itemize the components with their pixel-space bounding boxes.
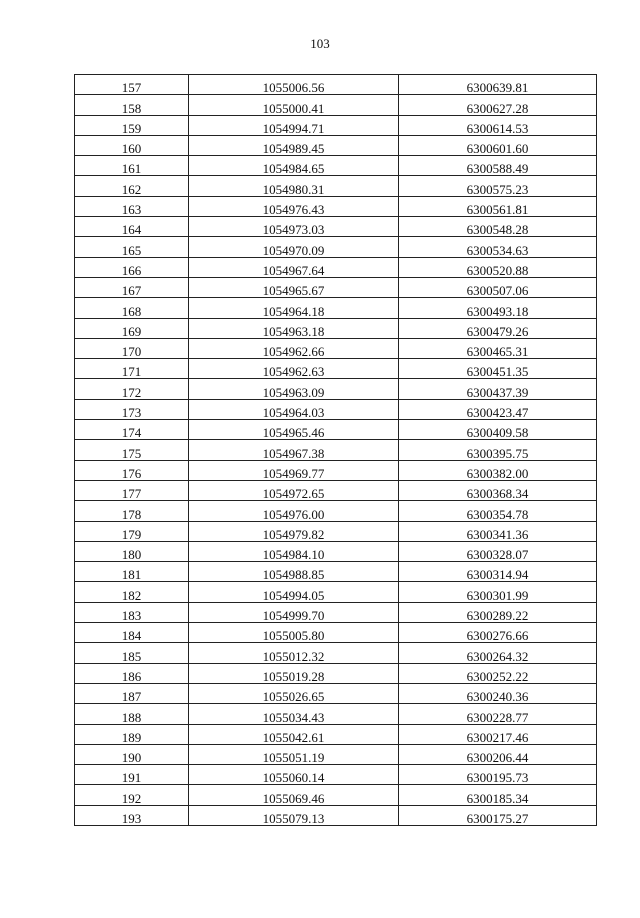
x-coordinate-cell: 1054972.65 <box>189 480 399 500</box>
table-row <box>75 765 597 785</box>
x-coordinate-cell: 1054976.00 <box>189 501 399 521</box>
x-coordinate-cell: 1054963.09 <box>189 379 399 399</box>
table-row <box>75 805 597 825</box>
table-row <box>75 318 597 338</box>
x-coordinate-cell: 1055051.19 <box>189 744 399 764</box>
x-coordinate-cell: 1054965.46 <box>189 420 399 440</box>
y-coordinate-cell: 6300520.88 <box>399 257 597 277</box>
y-coordinate-cell: 6300465.31 <box>399 338 597 358</box>
point-number-cell: 190 <box>75 744 189 764</box>
y-coordinate-cell: 6300276.66 <box>399 623 597 643</box>
y-coordinate-cell: 6300328.07 <box>399 541 597 561</box>
point-number-cell: 176 <box>75 460 189 480</box>
point-number-cell: 162 <box>75 176 189 196</box>
y-coordinate-cell: 6300588.49 <box>399 156 597 176</box>
coordinates-table <box>74 74 597 826</box>
y-coordinate-cell: 6300264.32 <box>399 643 597 663</box>
point-number-cell: 181 <box>75 562 189 582</box>
y-coordinate-cell: 6300382.00 <box>399 460 597 480</box>
point-number-cell: 172 <box>75 379 189 399</box>
point-number-cell: 184 <box>75 623 189 643</box>
table-row <box>75 399 597 419</box>
point-number-cell: 166 <box>75 257 189 277</box>
table-row <box>75 277 597 297</box>
table-row <box>75 785 597 805</box>
coordinates-table-body <box>75 75 597 826</box>
y-coordinate-cell: 6300354.78 <box>399 501 597 521</box>
x-coordinate-cell: 1054979.82 <box>189 521 399 541</box>
point-number-cell: 174 <box>75 420 189 440</box>
y-coordinate-cell: 6300639.81 <box>399 75 597 95</box>
table-row <box>75 257 597 277</box>
point-number-cell: 183 <box>75 602 189 622</box>
x-coordinate-cell: 1055060.14 <box>189 765 399 785</box>
table-row <box>75 541 597 561</box>
point-number-cell: 175 <box>75 440 189 460</box>
y-coordinate-cell: 6300614.53 <box>399 115 597 135</box>
table-row <box>75 176 597 196</box>
point-number-cell: 173 <box>75 399 189 419</box>
y-coordinate-cell: 6300341.36 <box>399 521 597 541</box>
x-coordinate-cell: 1054967.64 <box>189 257 399 277</box>
table-row <box>75 704 597 724</box>
x-coordinate-cell: 1054988.85 <box>189 562 399 582</box>
point-number-cell: 193 <box>75 805 189 825</box>
x-coordinate-cell: 1054980.31 <box>189 176 399 196</box>
y-coordinate-cell: 6300409.58 <box>399 420 597 440</box>
table-row <box>75 359 597 379</box>
y-coordinate-cell: 6300423.47 <box>399 399 597 419</box>
y-coordinate-cell: 6300240.36 <box>399 683 597 703</box>
point-number-cell: 192 <box>75 785 189 805</box>
point-number-cell: 170 <box>75 338 189 358</box>
y-coordinate-cell: 6300289.22 <box>399 602 597 622</box>
point-number-cell: 171 <box>75 359 189 379</box>
x-coordinate-cell: 1055079.13 <box>189 805 399 825</box>
x-coordinate-cell: 1054964.03 <box>189 399 399 419</box>
table-row <box>75 379 597 399</box>
table-row <box>75 663 597 683</box>
table-row <box>75 480 597 500</box>
point-number-cell: 158 <box>75 95 189 115</box>
x-coordinate-cell: 1054994.05 <box>189 582 399 602</box>
x-coordinate-cell: 1054963.18 <box>189 318 399 338</box>
table-row <box>75 623 597 643</box>
table-row <box>75 196 597 216</box>
table-row <box>75 602 597 622</box>
point-number-cell: 187 <box>75 683 189 703</box>
table-row <box>75 501 597 521</box>
y-coordinate-cell: 6300534.63 <box>399 237 597 257</box>
y-coordinate-cell: 6300451.35 <box>399 359 597 379</box>
table-row <box>75 643 597 663</box>
table-row <box>75 237 597 257</box>
x-coordinate-cell: 1054970.09 <box>189 237 399 257</box>
x-coordinate-cell: 1054984.10 <box>189 541 399 561</box>
point-number-cell: 157 <box>75 75 189 95</box>
x-coordinate-cell: 1054999.70 <box>189 602 399 622</box>
point-number-cell: 161 <box>75 156 189 176</box>
x-coordinate-cell: 1055019.28 <box>189 663 399 683</box>
point-number-cell: 185 <box>75 643 189 663</box>
x-coordinate-cell: 1054967.38 <box>189 440 399 460</box>
table-row <box>75 338 597 358</box>
table-row <box>75 217 597 237</box>
table-row <box>75 683 597 703</box>
point-number-cell: 160 <box>75 135 189 155</box>
y-coordinate-cell: 6300185.34 <box>399 785 597 805</box>
point-number-cell: 179 <box>75 521 189 541</box>
x-coordinate-cell: 1054994.71 <box>189 115 399 135</box>
x-coordinate-cell: 1055042.61 <box>189 724 399 744</box>
point-number-cell: 186 <box>75 663 189 683</box>
y-coordinate-cell: 6300395.75 <box>399 440 597 460</box>
point-number-cell: 167 <box>75 277 189 297</box>
point-number-cell: 164 <box>75 217 189 237</box>
y-coordinate-cell: 6300507.06 <box>399 277 597 297</box>
table-row <box>75 562 597 582</box>
point-number-cell: 189 <box>75 724 189 744</box>
point-number-cell: 177 <box>75 480 189 500</box>
point-number-cell: 165 <box>75 237 189 257</box>
y-coordinate-cell: 6300627.28 <box>399 95 597 115</box>
x-coordinate-cell: 1054984.65 <box>189 156 399 176</box>
x-coordinate-cell: 1054965.67 <box>189 277 399 297</box>
table-row <box>75 724 597 744</box>
x-coordinate-cell: 1055069.46 <box>189 785 399 805</box>
table-row <box>75 95 597 115</box>
y-coordinate-cell: 6300217.46 <box>399 724 597 744</box>
point-number-cell: 169 <box>75 318 189 338</box>
table-row <box>75 744 597 764</box>
point-number-cell: 182 <box>75 582 189 602</box>
table-row <box>75 75 597 95</box>
table-row <box>75 521 597 541</box>
x-coordinate-cell: 1055012.32 <box>189 643 399 663</box>
x-coordinate-cell: 1054976.43 <box>189 196 399 216</box>
x-coordinate-cell: 1055000.41 <box>189 95 399 115</box>
point-number-cell: 163 <box>75 196 189 216</box>
x-coordinate-cell: 1055005.80 <box>189 623 399 643</box>
y-coordinate-cell: 6300561.81 <box>399 196 597 216</box>
point-number-cell: 159 <box>75 115 189 135</box>
y-coordinate-cell: 6300195.73 <box>399 765 597 785</box>
x-coordinate-cell: 1054962.63 <box>189 359 399 379</box>
x-coordinate-cell: 1054962.66 <box>189 338 399 358</box>
x-coordinate-cell: 1054973.03 <box>189 217 399 237</box>
y-coordinate-cell: 6300575.23 <box>399 176 597 196</box>
y-coordinate-cell: 6300601.60 <box>399 135 597 155</box>
table-row <box>75 156 597 176</box>
point-number-cell: 180 <box>75 541 189 561</box>
x-coordinate-cell: 1054969.77 <box>189 460 399 480</box>
table-row <box>75 298 597 318</box>
y-coordinate-cell: 6300368.34 <box>399 480 597 500</box>
table-row <box>75 135 597 155</box>
point-number-cell: 188 <box>75 704 189 724</box>
x-coordinate-cell: 1055006.56 <box>189 75 399 95</box>
table-row <box>75 440 597 460</box>
y-coordinate-cell: 6300252.22 <box>399 663 597 683</box>
x-coordinate-cell: 1054989.45 <box>189 135 399 155</box>
table-row <box>75 460 597 480</box>
x-coordinate-cell: 1054964.18 <box>189 298 399 318</box>
point-number-cell: 191 <box>75 765 189 785</box>
table-row <box>75 420 597 440</box>
point-number-cell: 168 <box>75 298 189 318</box>
table-row <box>75 115 597 135</box>
y-coordinate-cell: 6300493.18 <box>399 298 597 318</box>
y-coordinate-cell: 6300228.77 <box>399 704 597 724</box>
y-coordinate-cell: 6300548.28 <box>399 217 597 237</box>
y-coordinate-cell: 6300314.94 <box>399 562 597 582</box>
y-coordinate-cell: 6300206.44 <box>399 744 597 764</box>
x-coordinate-cell: 1055026.65 <box>189 683 399 703</box>
page-number: 103 <box>310 36 330 51</box>
table-row <box>75 582 597 602</box>
y-coordinate-cell: 6300301.99 <box>399 582 597 602</box>
y-coordinate-cell: 6300175.27 <box>399 805 597 825</box>
y-coordinate-cell: 6300479.26 <box>399 318 597 338</box>
y-coordinate-cell: 6300437.39 <box>399 379 597 399</box>
point-number-cell: 178 <box>75 501 189 521</box>
x-coordinate-cell: 1055034.43 <box>189 704 399 724</box>
